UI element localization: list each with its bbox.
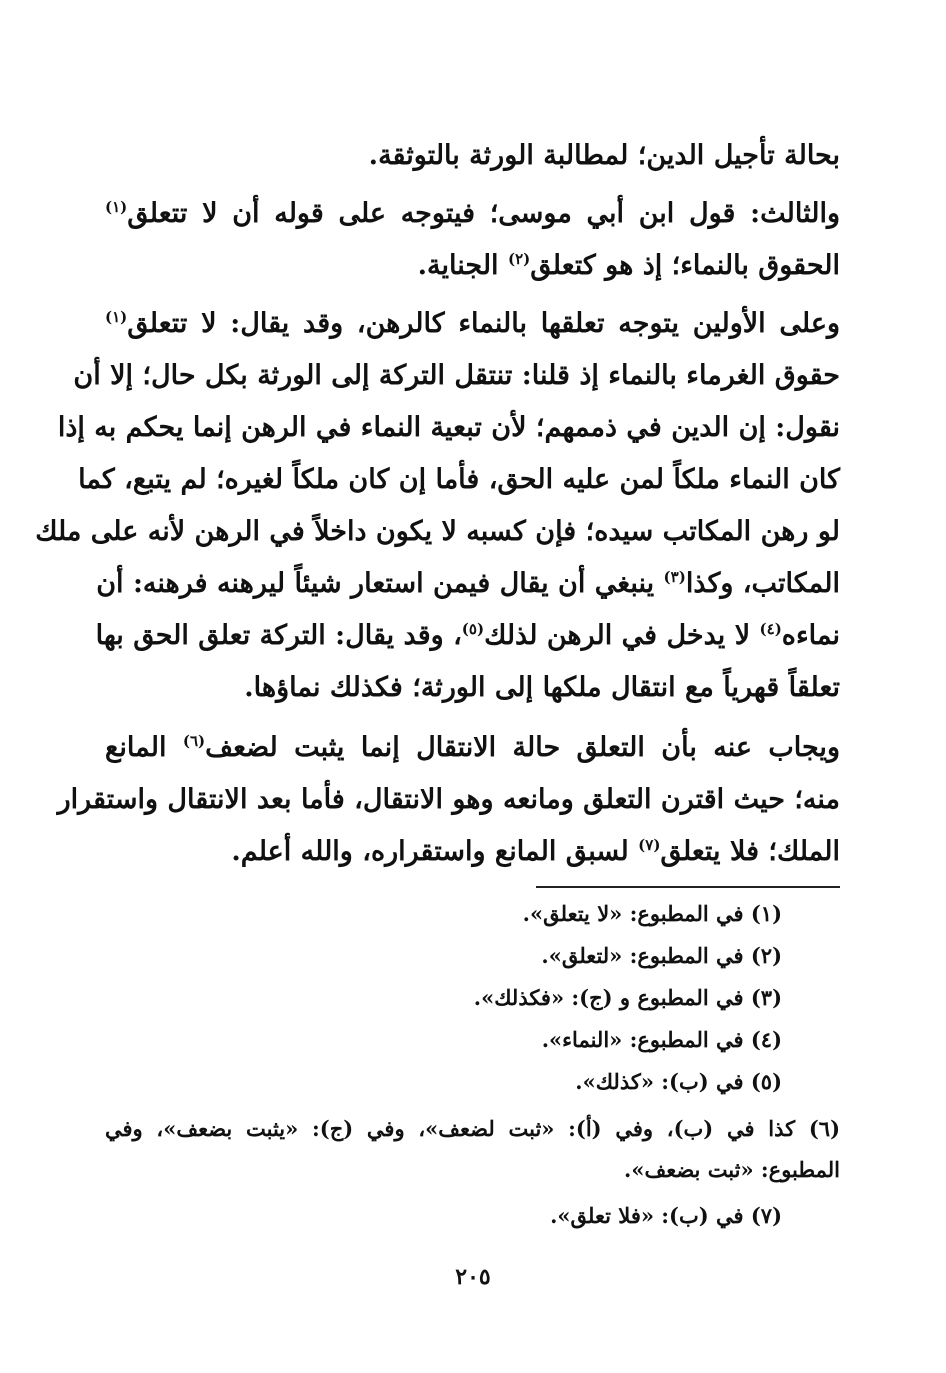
page-number: ٢٠٥ (455, 1264, 491, 1290)
line-text: ويجاب عنه بأن التعلق حالة الانتقال إنما يثبت لضعف (205, 732, 840, 763)
line-text: بحالة تأجيل الدين؛ لمطالبة الورثة بالتوثقة. (368, 140, 840, 171)
line-text: لا يدخل في الرهن لذلك (484, 620, 760, 651)
footnote-continuation: المطبوع: «ثبت بضعف». (624, 1157, 840, 1182)
footnote: (١) في المطبوع: «لا يتعلق». (522, 901, 782, 926)
text-line (95, 616, 840, 656)
footnote: (٦) كذا في (ب)، وفي (أ): «ثبت لضعف»، وفي (ج): «يثبت بضعف»، وفي (105, 1116, 840, 1141)
footnote: (٤) في المطبوع: «النماء». (541, 1027, 782, 1052)
text-line (105, 246, 840, 286)
line-text: لسبق المانع واستقراره، والله أعلم. (231, 836, 639, 867)
text-line (35, 512, 840, 552)
line-text: منه؛ حيث اقترن التعلق ومانعه وهو الانتقال، فأما بعد الانتقال واستقرار (57, 784, 840, 815)
footnote-reference: (٤) (759, 620, 782, 638)
line-text: نقول: إن الدين في ذممهم؛ لأن تبعية النماء في الرهن إنما يحكم به إذا (57, 412, 840, 443)
text-line (73, 356, 840, 396)
line-text: ينبغي أن يقال فيمن استعار شيئاً ليرهنه فرهنه: أن (96, 568, 664, 599)
line-text: الملك؛ فلا يتعلق (660, 836, 840, 867)
text-line (105, 304, 840, 344)
line-text: وعلى الأولين يتوجه تعلقها بالنماء كالرهن، وقد يقال: لا تتعلق (127, 308, 840, 339)
footnote-separator (536, 886, 840, 888)
footnote-reference: (١) (105, 198, 128, 216)
line-text: تعلقاً قهرياً مع انتقال ملكها إلى الورثة؛ فكذلك نماؤها. (244, 672, 840, 703)
text-line (57, 780, 840, 820)
text-line (96, 564, 840, 604)
line-text: الحقوق بالنماء؛ إذ هو كتعلق (530, 250, 840, 281)
line-text: كان النماء ملكاً لمن عليه الحق، فأما إن كان ملكاً لغيره؛ لم يتبع، كما (78, 464, 840, 495)
line-text: حقوق الغرماء بالنماء إذ قلنا: تنتقل التركة إلى الورثة بكل حال؛ إلا أن (73, 360, 840, 391)
text-line (57, 408, 840, 448)
line-text: لو رهن المكاتب سيده؛ فإن كسبه لا يكون داخلاً في الرهن لأنه على ملك (35, 516, 840, 547)
footnote-reference: (٦) (182, 732, 206, 750)
footnote: (٢) في المطبوع: «لتعلق». (541, 943, 782, 968)
footnote: (٥) في (ب): «كذلك». (575, 1069, 782, 1094)
footnote-reference: (٧) (638, 836, 661, 854)
footnote-reference: (١) (105, 308, 128, 326)
section-lead: والثالث: (750, 198, 840, 229)
text-line (105, 728, 840, 768)
line-text: ، وقد يقال: التركة تعلق الحق بها (95, 620, 462, 651)
line-text: قول ابن أبي موسى؛ فيتوجه على قوله أن لا تتعلق (127, 198, 751, 229)
text-line (105, 194, 840, 234)
line-text: المانع (105, 732, 183, 763)
footnote-reference: (٥) (461, 620, 485, 638)
text-line (105, 832, 840, 872)
footnote: (٧) في (ب): «فلا تعلق». (550, 1203, 782, 1228)
footnote: (٣) في المطبوع و (ج): «فكذلك». (473, 985, 782, 1010)
line-text: نماءه (781, 620, 840, 651)
line-text: المكاتب، وكذا (685, 568, 840, 599)
text-line (78, 460, 840, 500)
line-text: الجناية. (417, 250, 508, 281)
footnote-reference: (٢) (507, 250, 531, 268)
text-line (105, 136, 840, 176)
footnote-reference: (٣) (663, 568, 686, 586)
text-line (105, 668, 840, 708)
